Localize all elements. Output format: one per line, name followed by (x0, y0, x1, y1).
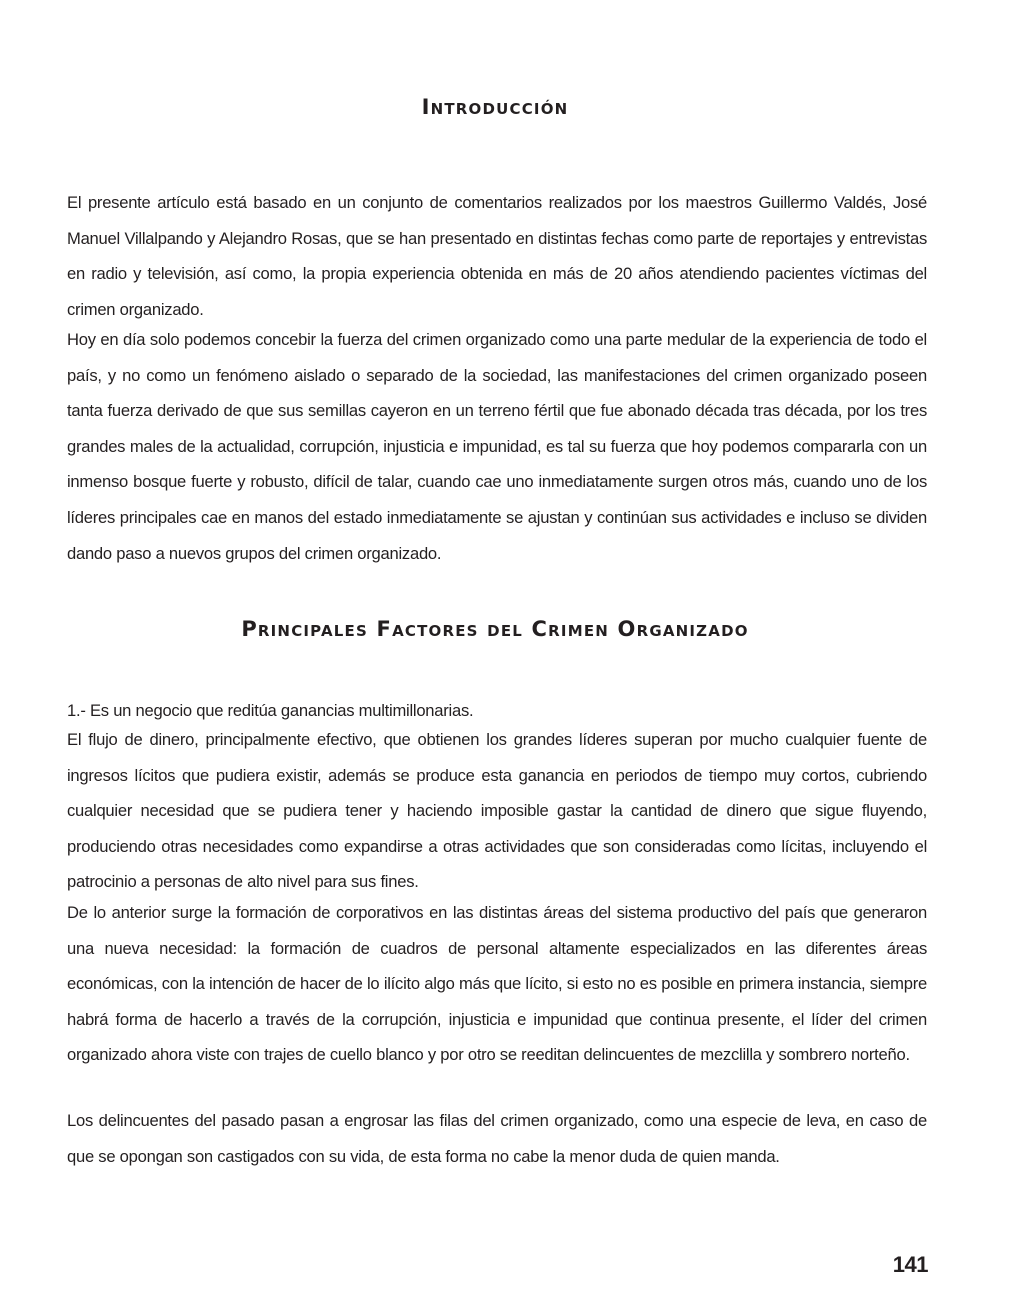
section-heading-factores: Principales Factores del Crimen Organizado (241, 617, 749, 641)
paragraph-factores-1: El flujo de dinero, principalmente efectivo, que obtienen los grandes líderes superan por mucho cualquier fuente de ingresos lícitos que pudiera existir, además se produce esta ganancia en periodos de tiempo muy cortos, cubriendo cualquier necesidad que se pudiera tener y haciendo imposible gastar la cantidad de dinero que sigue fluyendo, produciendo otras necesidades como expandirse a otras actividades que son consideradas como lícitas, incluyendo el patrocinio a personas de alto nivel para sus fines. (67, 730, 927, 892)
paragraph-intro-1: El presente artículo está basado en un conjunto de comentarios realizados por los maestros Guillermo Valdés, José Manuel Villalpando y Alejandro Rosas, que se han presentado en distintas fechas como parte de reportajes y entrevistas en radio y televisión, así como, la propia experiencia obtenida en más de 20 años atendiendo pacientes víctimas del crimen organizado. (67, 193, 927, 319)
list-item-1: 1.- Es un negocio que reditúa ganancias multimillonarias. (67, 701, 474, 720)
paragraph-intro-2: Hoy en día solo podemos concebir la fuerza del crimen organizado como una parte medular de la experiencia de todo el país, y no como un fenómeno aislado o separado de la sociedad, las manifestaciones del crimen organizado poseen tanta fuerza derivado de que sus semillas cayeron en un terreno fértil que fue abonado década tras década, por los tres grandes males de la actualidad, corrupción, injusticia e impunidad, es tal su fuerza que hoy podemos compararla con un inmenso bosque fuerte y robusto, difícil de talar, cuando cae uno inmediatamente surgen otros más, cuando uno de los líderes principales cae en manos del estado inmediatamente se ajustan y continúan sus actividades e incluso se dividen dando paso a nuevos grupos del crimen organizado. (67, 330, 927, 563)
section-heading-introduccion: Introducción (421, 95, 569, 119)
page-number: 141 (892, 1252, 928, 1277)
paragraph-factores-2: De lo anterior surge la formación de corporativos en las distintas áreas del sistema productivo del país que generaron una nueva necesidad: la formación de cuadros de personal altamente especializados en las diferentes áreas económicas, con la intención de hacer de lo ilícito algo más que lícito, si esto no es posible en primera instancia, siempre habrá forma de hacerlo a través de la corrupción, injusticia e impunidad que continua presente, el líder del crimen organizado ahora viste con trajes de cuello blanco y por otro se reeditan delincuentes de mezclilla y sombrero norteño. (67, 903, 927, 1065)
paragraph-factores-3: Los delincuentes del pasado pasan a engrosar las filas del crimen organizado, como una especie de leva, en caso de que se opongan son castigados con su vida, de esta forma no cabe la menor duda de quien manda. (67, 1111, 927, 1166)
